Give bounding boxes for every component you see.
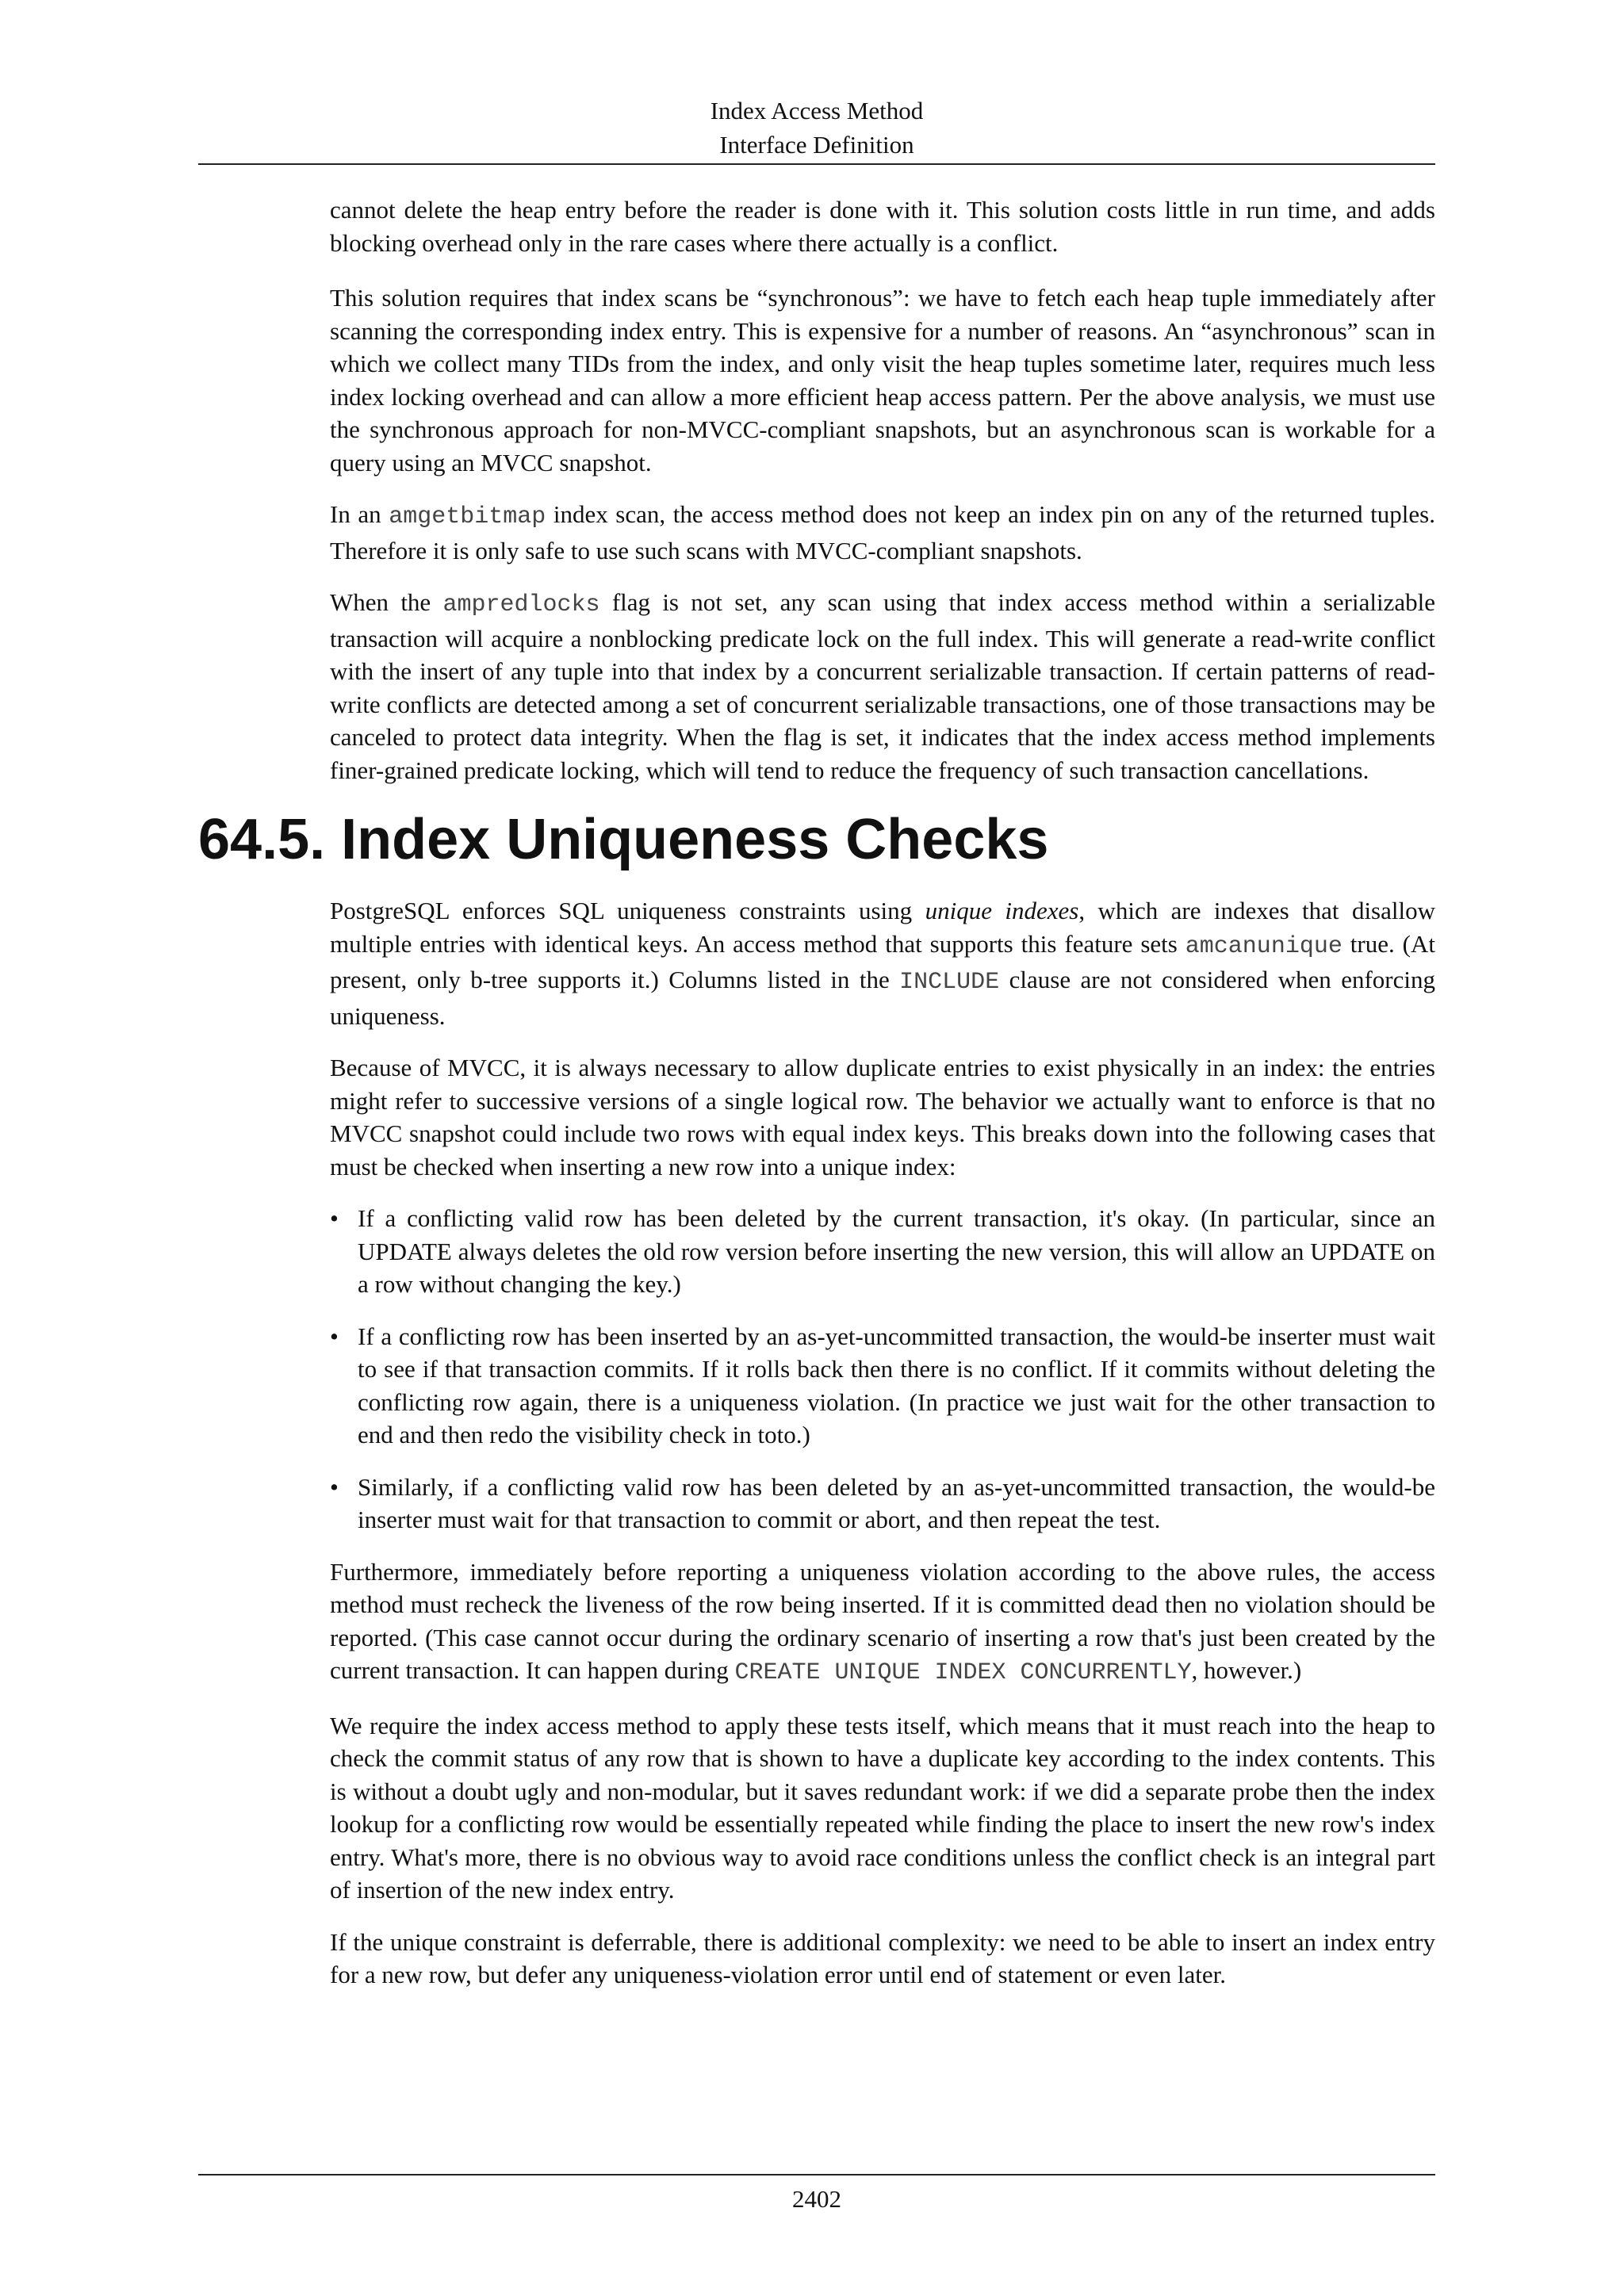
- paragraph-apply-tests: We require the index access method to apply these tests itself, which means that it must reach into the heap to check the commit status of any row that is shown to have a duplicate key according to the index contents. This is without a doubt ugly and non-modular, but it saves redundant work: if we did a separate probe then the index lookup for a conflicting row would be essentially repeated while finding the place to insert the new row's index entry. What's more, there is no obvious way to avoid race conditions unless the conflict check is an integral part of insertion of the new index entry.: [330, 1711, 1435, 1904]
- code-amgetbitmap: amgetbitmap: [389, 503, 546, 530]
- list-item: [330, 1471, 1435, 1536]
- text: In an: [330, 500, 389, 528]
- text: PostgreSQL enforces SQL uniqueness constraints using: [330, 897, 925, 924]
- header-line-chapter: Index Access Method: [710, 97, 924, 124]
- text: , however.): [1191, 1656, 1302, 1684]
- paragraph-continuation: cannot delete the heap entry before the reader is done with it. This solution costs little in run time, and adds blocking overhead only in the rare cases where there actually is a conflict.: [330, 196, 1435, 257]
- bullet-icon: •: [330, 1322, 339, 1350]
- running-header: [198, 94, 1435, 162]
- text: , which are indexes that disallow multiple entries with identical keys. An access method that supports this feature sets: [330, 897, 1435, 958]
- cases-list: [330, 1202, 1435, 1536]
- list-item-text: Similarly, if a conflicting valid row has been deleted by an as-yet-uncommitted transaction, the would-be inserter must wait for that transaction to commit or abort, and then repeat the test.: [358, 1472, 1435, 1533]
- paragraph-ampredlocks: [330, 586, 1435, 786]
- header-rule: [198, 163, 1435, 165]
- list-item: [330, 1202, 1435, 1301]
- emphasis-unique-indexes: unique indexes: [925, 897, 1079, 924]
- code-amcanunique: amcanunique: [1185, 932, 1342, 960]
- code-include: INCLUDE: [899, 969, 1000, 996]
- paragraph-synchronous-scans: This solution requires that index scans be “synchronous”: we have to fetch each heap tuple immediately after scanning the corresponding index entry. This is expensive for a number of reasons. An “asynchronous” scan in which we collect many TIDs from the index, and only visit the heap tuples sometime later, requires much less index locking overhead and can allow a more efficient heap access pattern. Per the above analysis, we must use the synchronous approach for non-MVCC-compliant snapshots, but an asynchronous scan is workable for a query using an MVCC snapshot.: [330, 284, 1435, 476]
- bullet-icon: •: [330, 1204, 339, 1232]
- page-content: [198, 193, 1435, 2011]
- bullet-icon: •: [330, 1472, 339, 1501]
- code-ampredlocks: ampredlocks: [442, 591, 600, 618]
- paragraph-unique-indexes: [330, 894, 1435, 1032]
- header-line-section: Interface Definition: [719, 131, 914, 159]
- text: true. (At present, only b-tree supports it.) Columns listed in the: [330, 929, 1435, 993]
- code-create-unique-index: CREATE UNIQUE INDEX CONCURRENTLY: [734, 1659, 1192, 1686]
- text: index scan, the access method does not keep an index pin on any of the returned tuples. Therefore it is only safe to use such scans with MVCC-compliant snapshots.: [330, 500, 1435, 564]
- text: flag is not set, any scan using that index access method within a serializable transaction will acquire a nonblocking predicate lock on the full index. This will generate a read-write conflict with the insert of any tuple into that index by a concurrent serializable transaction. If certain patterns of read-write conflicts are detected among a set of concurrent serializable transactions, one of those transactions may be canceled to protect data integrity. When the flag is set, it indicates that the index access method implements finer-grained predicate locking, which will tend to reduce the frequency of such transaction cancellations.: [330, 588, 1435, 784]
- paragraph-amgetbitmap: [330, 498, 1435, 567]
- page-number: 2402: [792, 2185, 841, 2213]
- footer-rule: [198, 2174, 1435, 2175]
- list-item-text: If a conflicting row has been inserted by an as-yet-uncommitted transaction, the would-be inserter must wait to see if that transaction commits. If it rolls back then there is no conflict. If it commits without deleting the conflicting row again, there is a uniqueness violation. (In practice we just wait for the other transaction to end and then redo the visibility check in toto.): [358, 1322, 1435, 1448]
- text: Furthermore, immediately before reporting a uniqueness violation according to the above rules, the access method must recheck the liveness of the row being inserted. If it is committed dead then no violation should be reported. (This case cannot occur during the ordinary scenario of inserting a row that's just been created by the current transaction. It can happen during: [330, 1557, 1435, 1684]
- text: When the: [330, 588, 443, 616]
- paragraph-recheck-liveness: [330, 1556, 1435, 1690]
- list-item: [330, 1320, 1435, 1452]
- section-heading: 64.5. Index Uniqueness Checks: [198, 808, 1049, 871]
- text: clause are not considered when enforcing uniqueness.: [330, 966, 1435, 1030]
- paragraph-mvcc-duplicates: Because of MVCC, it is always necessary to allow duplicate entries to exist physically in an index: the entries might refer to successive versions of a single logical row. The behavior we actually want to enforce is that no MVCC snapshot could include two rows with equal index keys. This breaks down into the following cases that must be checked when inserting a new row into a unique index:: [330, 1054, 1435, 1181]
- list-item-text: If a conflicting valid row has been deleted by the current transaction, it's okay. (In particular, since an UPDATE always deletes the old row version before inserting the new version, this will allow an UPDATE on a row without changing the key.): [358, 1204, 1435, 1298]
- paragraph-deferrable: If the unique constraint is deferrable, there is additional complexity: we need to be able to insert an index entry for a new row, but defer any uniqueness-violation error until end of statement or even later.: [330, 1927, 1435, 1988]
